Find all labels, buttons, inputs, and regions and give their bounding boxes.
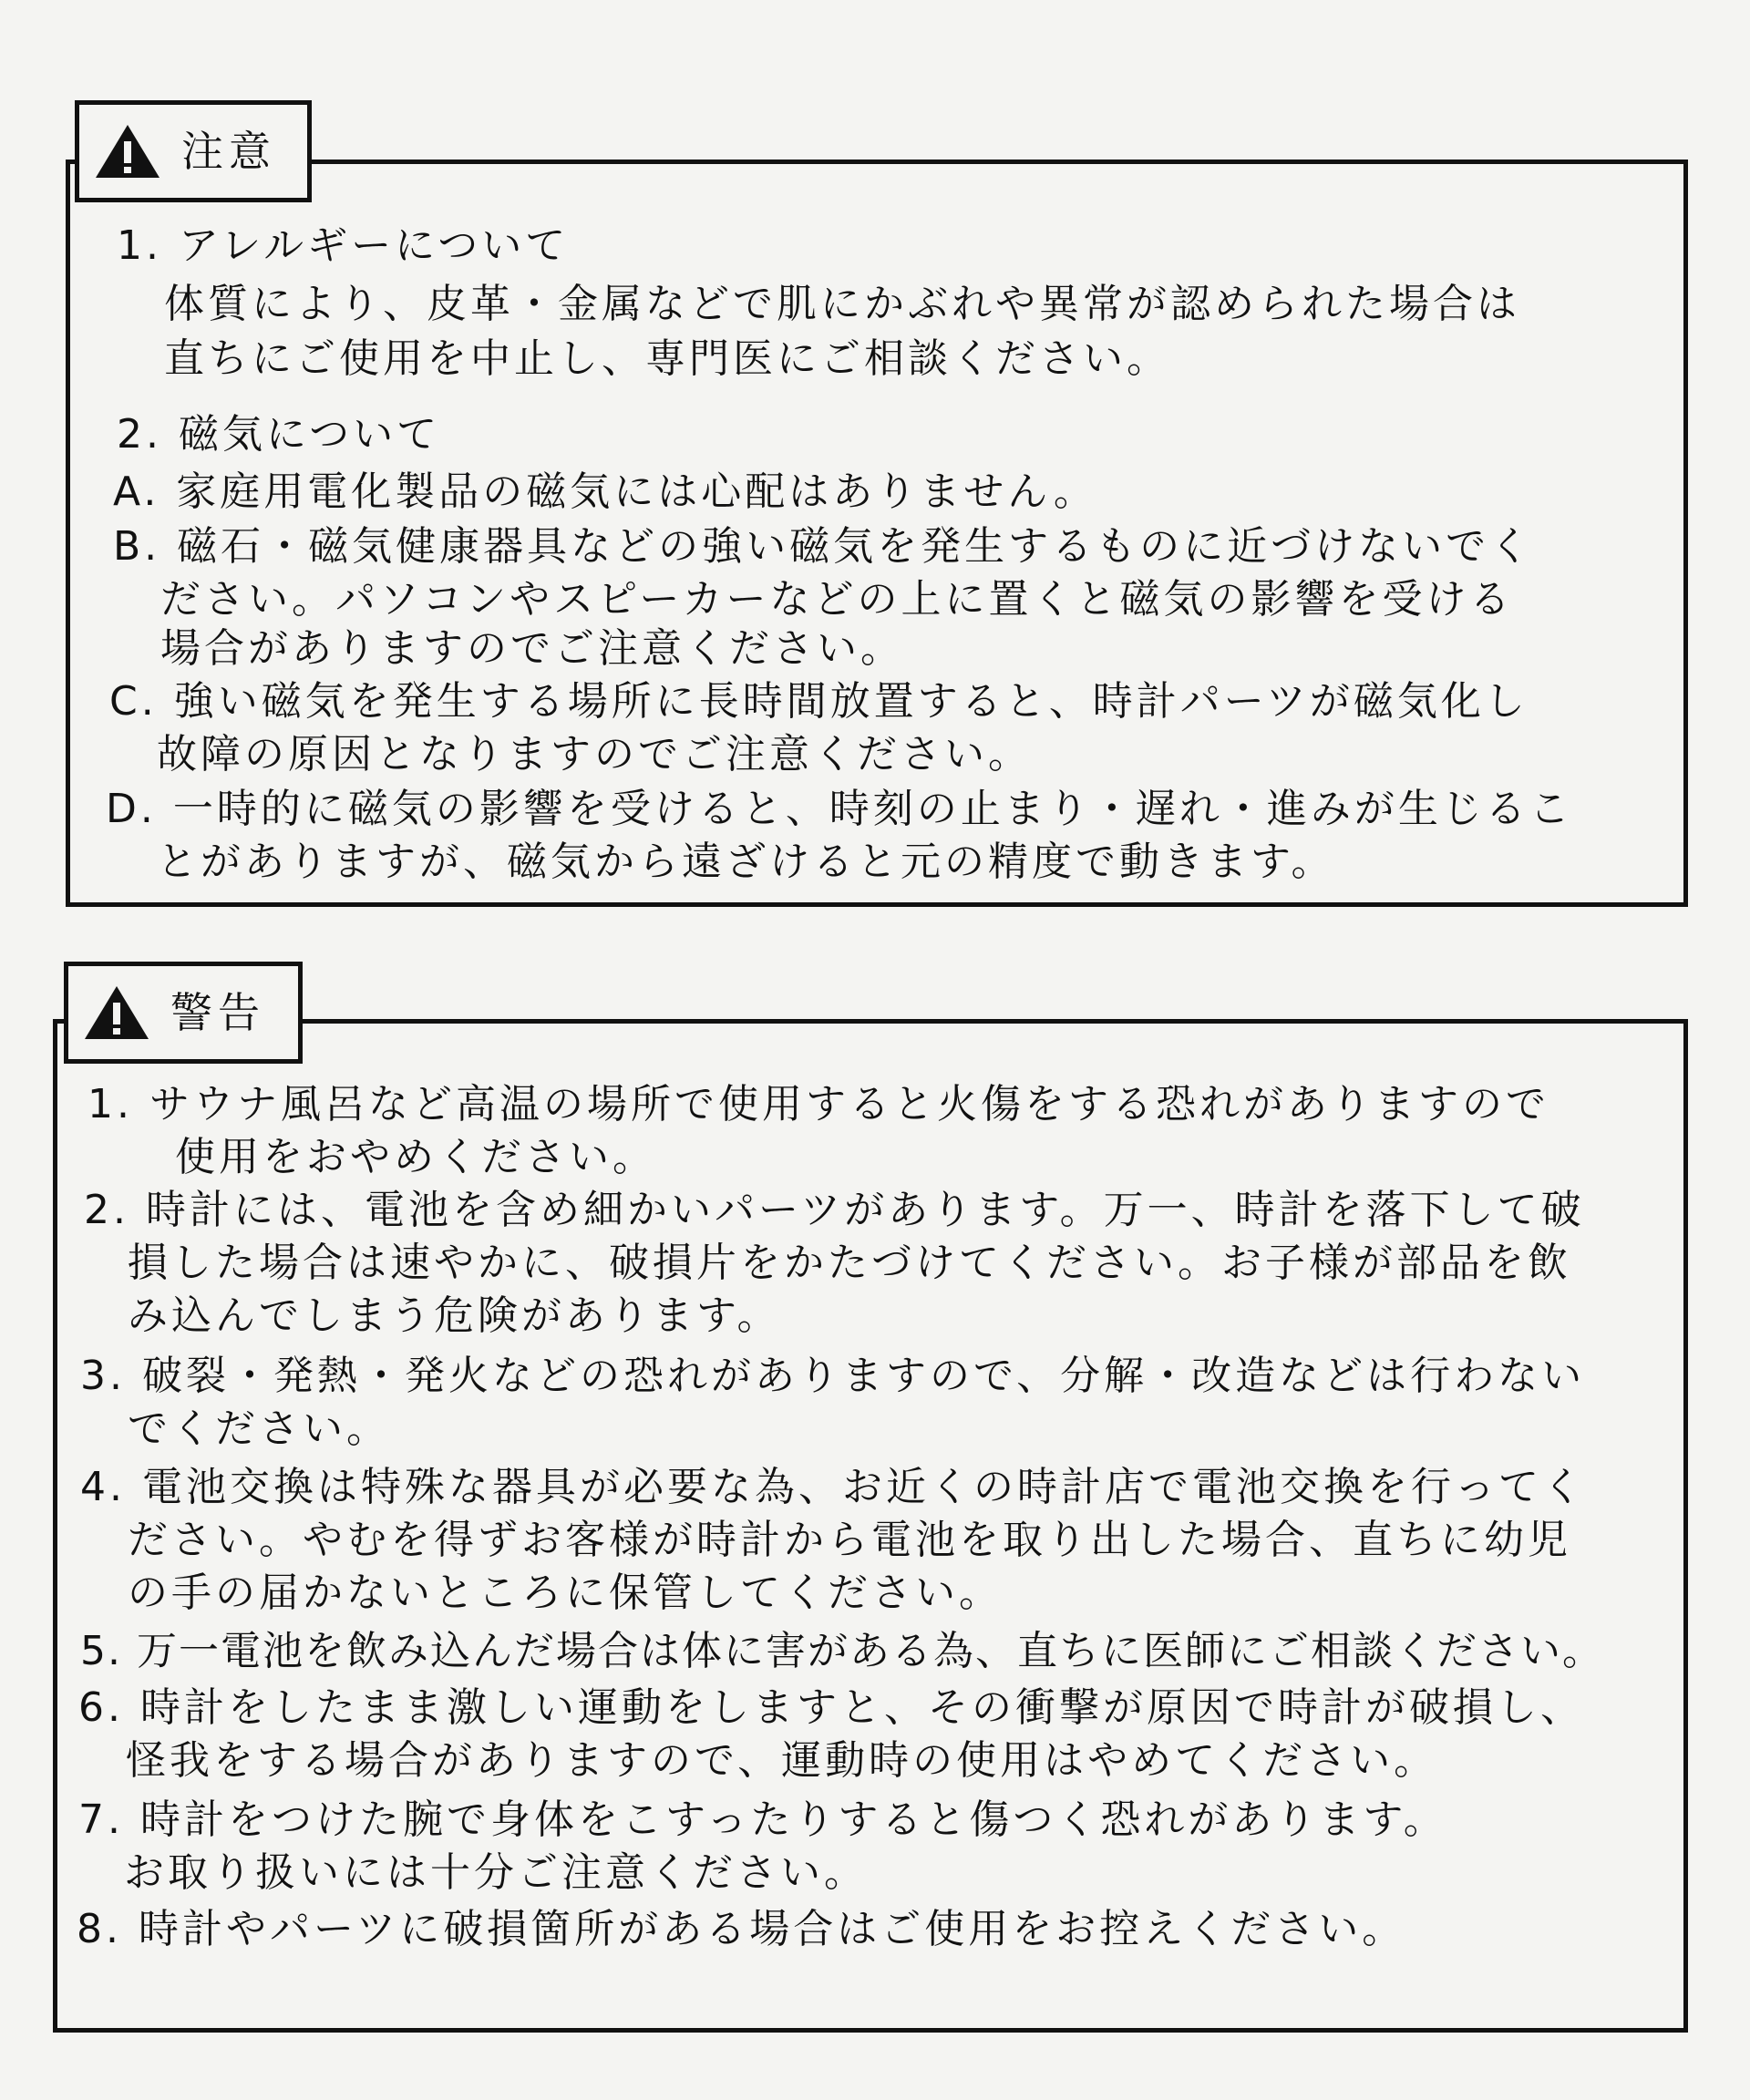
warning-line-2: 使用をおやめください。 (175, 1134, 656, 1180)
warning-line-7: でください。 (128, 1405, 390, 1452)
caution-line-3: 直ちにご使用を中止し、専門医にご相談ください。 (164, 335, 1170, 382)
warning-line-5: み込んでしまう危険があります。 (128, 1292, 781, 1339)
warning-title: 警告 (170, 988, 265, 1037)
warning-line-12: 6. 時計をしたまま激しい運動をしますと、その衝撃が原因で時計が破損し、 (78, 1684, 1584, 1731)
warning-line-9: ださい。やむを得ずお客様が時計から電池を取り出した場合、直ちに幼児 (128, 1517, 1571, 1563)
caution-line-8: 場合がありますのでご注意ください。 (160, 625, 904, 672)
warning-line-3: 2. 時計には、電池を含め細かいパーツがあります。万一、時計を落下して破 (84, 1187, 1585, 1233)
warning-line-1: 1. サウナ風呂など高温の場所で使用すると火傷をする恐れがありますので (88, 1081, 1549, 1127)
warning-line-10: の手の届かないところに保管してください。 (128, 1570, 1003, 1616)
warning-header (64, 962, 303, 1064)
warning-line-15: お取り扱いには十分ご注意ください。 (124, 1849, 868, 1896)
caution-line-5: A. 家庭用電化製品の磁気には心配はありません。 (113, 468, 1097, 515)
warning-line-13: 怪我をする場合がありますので、運動時の使用はやめてください。 (126, 1737, 1438, 1784)
caution-line-7: ださい。パソコンやスピーカーなどの上に置くと磁気の影響を受ける (160, 576, 1514, 623)
warning-line-4: 損した場合は速やかに、破損片をかたづけてください。お子様が部品を飲 (128, 1240, 1571, 1286)
caution-line-1: 1. アレルギーについて (117, 222, 570, 269)
warning-triangle-icon (94, 123, 161, 180)
caution-line-10: 故障の原因となりますのでご注意ください。 (157, 731, 1032, 777)
warning-line-14: 7. 時計をつけた腕で身体をこすったりすると傷つく恐れがあります。 (78, 1796, 1447, 1843)
warning-line-8: 4. 電池交換は特殊な器具が必要な為、お近くの時計店で電池交換を行ってく (80, 1464, 1586, 1510)
warning-line-11: 5. 万一電池を飲み込んだ場合は体に害がある為、直ちに医師にご相談ください。 (80, 1628, 1604, 1674)
caution-line-9: C. 強い磁気を発生する場所に長時間放置すると、時計パーツが磁気化し (109, 678, 1529, 725)
caution-header (75, 100, 312, 202)
warning-line-16: 8. 時計やパーツに破損箇所がある場合はご使用をお控えください。 (77, 1906, 1406, 1952)
caution-line-11: D. 一時的に磁気の影響を受けると、時刻の止まり・遅れ・進みが生じるこ (106, 786, 1573, 832)
caution-line-2: 体質により、皮革・金属などで肌にかぶれや異常が認められた場合は (164, 281, 1520, 327)
warning-line-6: 3. 破裂・発熱・発火などの恐れがありますので、分解・改造などは行わない (80, 1353, 1586, 1399)
caution-line-6: B. 磁石・磁気健康器具などの強い磁気を発生するものに近づけないでく (113, 523, 1534, 570)
caution-line-12: とがありますが、磁気から遠ざけると元の精度で動きます。 (157, 839, 1335, 885)
caution-title: 注意 (181, 127, 276, 176)
caution-line-4: 2. 磁気について (117, 411, 441, 458)
warning-triangle-icon (83, 984, 150, 1041)
